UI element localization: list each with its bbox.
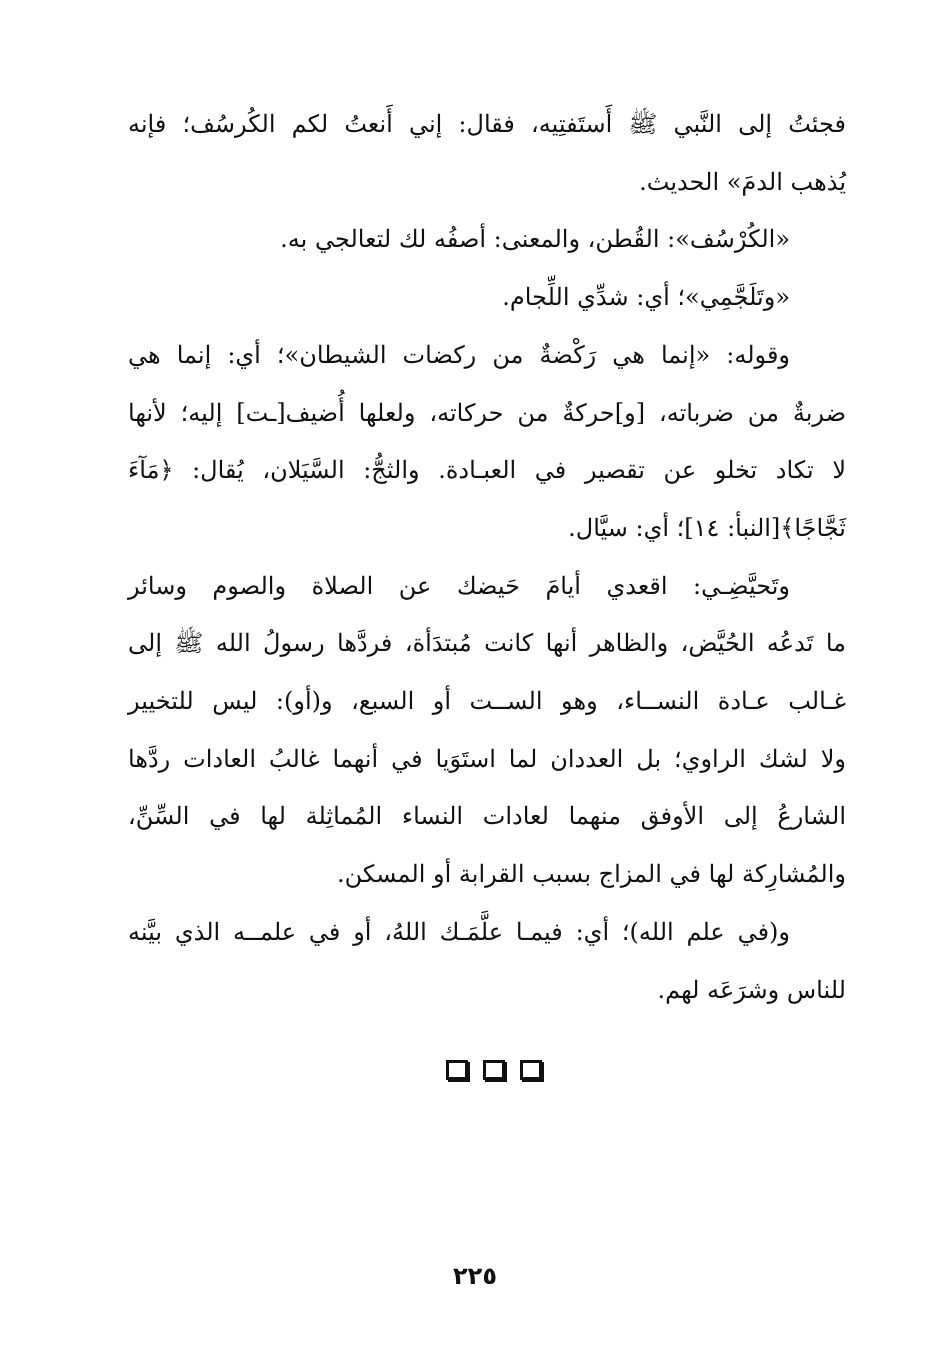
body-text	[128, 96, 846, 1019]
text-line: وقوله: «إنما هي رَكْضةٌ من ركضات الشيطان»؛ أي: إنما هي	[128, 340, 790, 369]
text-line: فجئتُ إلى النَّبي ﷺ أَستَفتِيه، فقال: إني أَنعتُ لكم الكُرسُف؛ فإنه	[128, 110, 846, 138]
paragraph-hadith-end	[128, 96, 846, 211]
paragraph-tahayyadi	[128, 558, 846, 904]
text-line: وتَحيَّضِـي: اقعدي أيامَ حَيضك عن الصلاة والصوم وسائر	[128, 571, 790, 600]
text-line: و(في علم الله)؛ أي: فيمـا علَّمَـك اللهُ، أو في علمــه الذي بيَّنه	[128, 917, 790, 946]
text-line: ثَجَّاجًا﴾[النبأ: ١٤]؛ أي: سيَّال.	[568, 513, 846, 542]
paragraph-kursuf	[128, 211, 846, 269]
paragraph-rakdah	[128, 327, 846, 558]
ornament-box-icon	[483, 1060, 505, 1080]
paragraph-talajjami	[128, 269, 846, 327]
text-line: الشارعُ إلى الأوفق منهما لعادات النساء المُماثِلة لها في السِّنِّ،	[128, 802, 846, 831]
text-line: غـالب عـادة النســاء، وهو الســت أو السبع، و(أو): ليس للتخيير	[128, 687, 846, 716]
page-number: ٢٢٥	[453, 1262, 497, 1290]
text-line: «وتَلَجَّمِي»؛ أي: شدِّي اللِّجام.	[502, 283, 790, 312]
text-line: يُذهب الدمَ» الحديث.	[639, 167, 846, 196]
ornament-box-icon	[520, 1060, 542, 1080]
paragraph-ilm-allah	[128, 904, 846, 1019]
text-line: والمُشارِكة لها في المزاج بسبب القرابة أو المسكن.	[336, 860, 846, 889]
text-line: ما تَدعُه الحُيَّض، والظاهر أنها كانت مُبتدَأة، فردَّها رسولُ الله ﷺ إلى	[128, 629, 846, 658]
section-end-ornament	[446, 1060, 542, 1084]
text-line: ولا لشك الراوي؛ بل العددان لما استَوَيا في أنهما غالبُ العادات ردَّها	[128, 744, 846, 773]
ornament-box-icon	[446, 1060, 468, 1080]
text-line: «الكُرْسُف»: القُطن، والمعنى: أصفُه لك لتعالجي به.	[280, 225, 790, 254]
text-line: لا تكاد تخلو عن تقصير في العبـادة. والثجُّ: السَّيَلان، يُقال: ﴿مَآءَ	[128, 456, 846, 485]
text-line: للناس وشرَعَه لهم.	[657, 975, 846, 1004]
text-line: ضربةٌ من ضرباته، [و]حركةٌ من حركاته، ولعلها أُضيف[ـت] إليه؛ لأنها	[128, 398, 846, 427]
